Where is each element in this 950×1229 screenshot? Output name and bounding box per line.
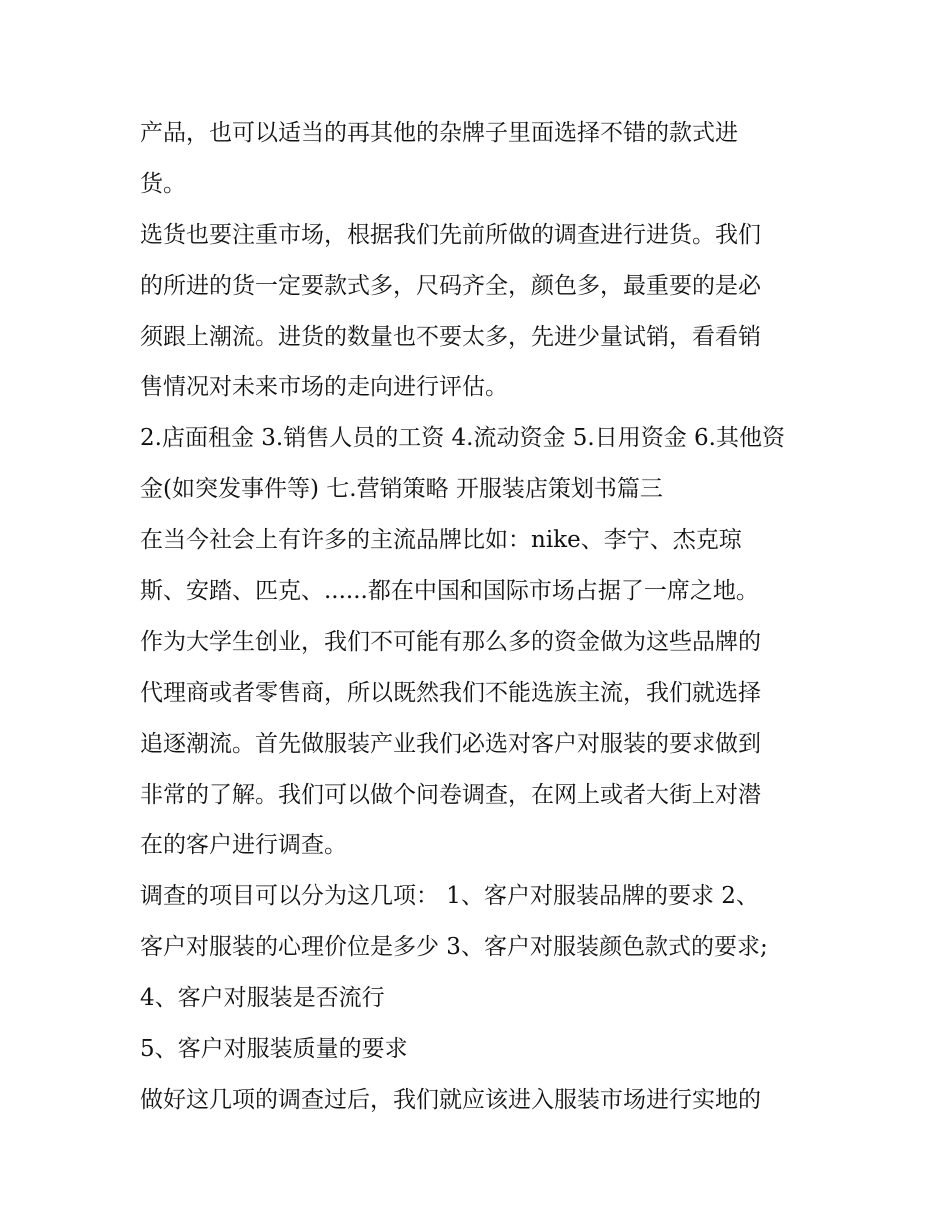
text-line: 做好这几项的调查过后，我们就应该进入服装市场进行实地的 [140,1086,761,1113]
text-line: 调查的项目可以分为这几项： 1、客户对服装品牌的要求 2、 [140,883,759,910]
text-line: 货。 [140,170,186,197]
text-line: 非常的了解。我们可以做个问卷调查，在网上或者大街上对潜 [140,781,761,808]
text-line: 2.店面租金 3.销售人员的工资 4.流动资金 5.日用资金 6.其他资 [140,425,785,452]
text-line: 在当今社会上有许多的主流品牌比如：nike、李宁、杰克琼 [140,527,742,554]
text-line: 的所进的货一定要款式多，尺码齐全，颜色多，最重要的是必 [140,272,761,299]
text-line: 客户对服装的心理价位是多少 3、客户对服装颜色款式的要求; [140,934,768,961]
text-line: 金(如突发事件等) 七.营销策略 开服装店策划书篇三 [140,476,663,503]
text-line: 须跟上潮流。进货的数量也不要太多，先进少量试销，看看销 [140,323,761,350]
text-line: 产品，也可以适当的再其他的杂牌子里面选择不错的款式进 [140,120,738,146]
text-line: 代理商或者零售商，所以既然我们不能选族主流，我们就选择 [140,679,761,706]
text-line: 作为大学生创业，我们不可能有那么多的资金做为这些品牌的 [140,628,761,655]
document-body [140,108,820,1126]
text-line: 在的客户进行调查。 [140,832,347,859]
text-line: 4、客户对服装是否流行 [140,985,385,1012]
text-line: 选货也要注重市场，根据我们先前所做的调查进行进货。我们 [140,221,761,248]
text-line: 斯、安踏、匹克、......都在中国和国际市场占据了一席之地。 [140,578,759,605]
text-line: 5、客户对服装质量的要求 [140,1036,408,1063]
text-line: 追逐潮流。首先做服装产业我们必选对客户对服装的要求做到 [140,730,761,757]
text-line: 售情况对未来市场的走向进行评估。 [140,374,508,401]
